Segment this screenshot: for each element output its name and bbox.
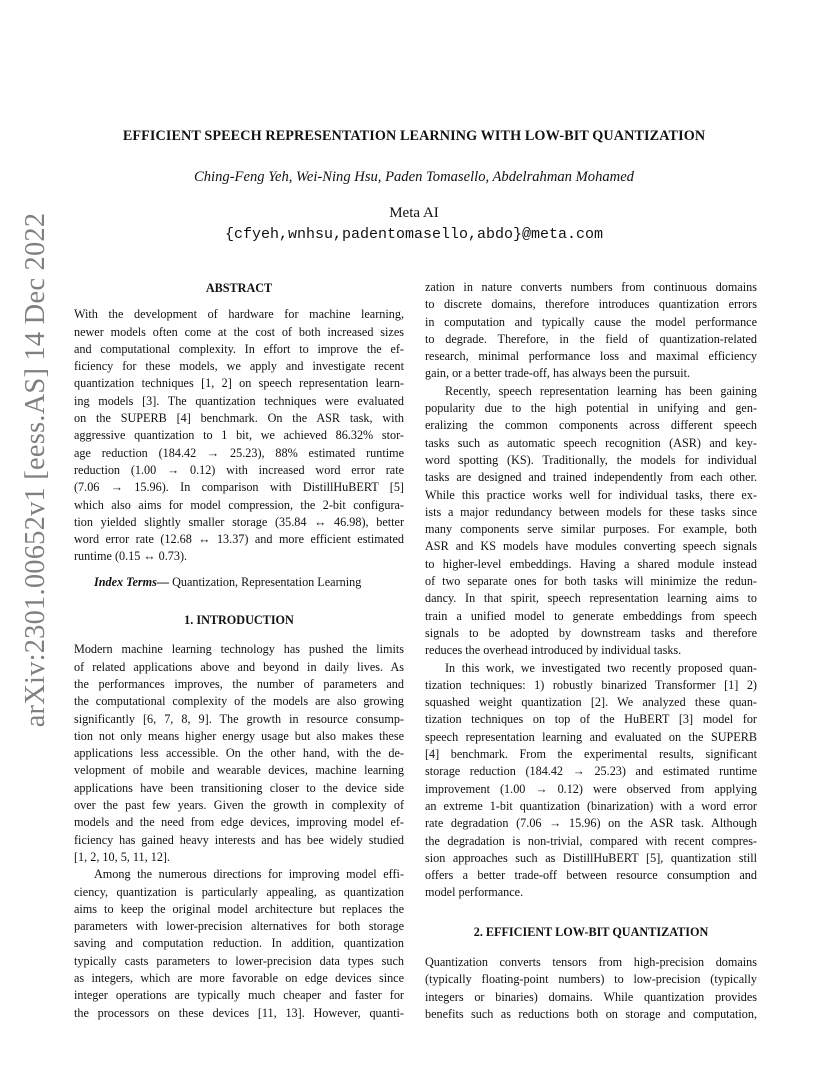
- arxiv-identifier: arXiv:2301.00652v1 [eess.AS] 14 Dec 2022: [20, 212, 51, 728]
- text-line: Recently, speech representation learning has been gaining: [445, 383, 757, 398]
- text-line: many components serve similar purposes. For example, both: [425, 522, 757, 537]
- text-line: signals to be adopted by downstream tasks and therefore: [425, 625, 757, 640]
- text-line: to degrade. Therefore, in the field of quantization-related: [425, 331, 757, 346]
- text-line: tion not only means higher energy usage but also makes these: [74, 728, 404, 743]
- text-line: improvement (1.00 → 0.12) were observed from applying: [425, 781, 757, 796]
- text-line: newer models often come at the cost of both increased sizes: [74, 324, 404, 339]
- text-line: ing models [3]. The quantization techniques were evaluated: [74, 393, 404, 408]
- text-line: integer operations are typically much cheaper and faster for: [74, 988, 404, 1003]
- text-line: quantization techniques [1, 2] on speech representation learn-: [74, 376, 404, 391]
- text-line: age reduction (184.42 → 25.23), 88% estimated runtime: [74, 445, 404, 460]
- text-line: ficiency for these models, we apply and investigate recent: [74, 359, 404, 374]
- text-line: While this practice works well for individual tasks, there ex-: [425, 487, 757, 502]
- text-line: parameters with lower-precision alternatives for both storage: [74, 919, 404, 934]
- text-line: ASR and KS models have modules converting speech signals: [425, 539, 757, 554]
- text-line: With the development of hardware for machine learning,: [74, 307, 404, 322]
- text-line: aggressive quantization to 1 bit, we achieved 86.32% stor-: [74, 428, 404, 443]
- text-line: as integers, which are more favorable on edge devices since: [74, 970, 404, 985]
- text-line: velopment of mobile and wearable devices, machine learning: [74, 763, 404, 778]
- index-terms-text: Quantization, Representation Learning: [169, 574, 362, 589]
- text-line: aims to keep the original model architecture but replaces the: [74, 901, 404, 916]
- text-line: runtime (0.15 ↔ 0.73).: [74, 549, 188, 564]
- right-column: [425, 279, 757, 1023]
- text-line: Among the numerous directions for improving model effi-: [94, 867, 404, 882]
- text-line: the performances improves, the number of parameters and: [74, 676, 404, 691]
- text-line: models and the need from edge devices, improving model ef-: [74, 815, 404, 830]
- author-emails: {cfyeh,wnhsu,padentomasello,abdo}@meta.com: [224, 226, 604, 243]
- intro-paragraph-5: [425, 660, 757, 902]
- text-line: the degradation is non-trivial, compared with recent compres-: [425, 833, 757, 848]
- text-line: [1, 2, 10, 5, 11, 12].: [74, 849, 171, 864]
- arxiv-sidebar: [14, 212, 58, 728]
- text-line: Modern machine learning technology has pushed the limits: [74, 642, 404, 657]
- text-line: rate degradation (7.06 → 15.96) on the ASR task. Although: [425, 816, 757, 831]
- text-line: over the past few years. Given the growth in complexity of: [74, 798, 404, 813]
- text-line: zation in nature converts numbers from continuous domains: [425, 280, 757, 294]
- text-line: word error rate (12.68 ↔ 13.37) and more efficient estimated: [74, 532, 404, 547]
- text-line: tization techniques on top of the HuBERT [3] model for: [425, 712, 757, 727]
- text-line: popularity due to the high potential in unifying and gen-: [425, 401, 757, 416]
- text-line: gain, or a better trade-off, has always been the pursuit.: [425, 366, 691, 381]
- text-line: train a unified model to generate embeddings from speech: [425, 608, 757, 623]
- text-line: an extreme 1-bit quantization (binarization) with a word error: [425, 798, 757, 813]
- text-line: (7.06 → 15.96). In comparison with DistillHuBERT [5]: [74, 480, 404, 495]
- abstract-heading: ABSTRACT: [205, 281, 273, 295]
- text-line: saving and computation reduction. In addition, quantization: [74, 936, 404, 951]
- text-line: the computational complexity of the models are also growing: [74, 694, 404, 709]
- left-column: [74, 280, 404, 1022]
- section-2-paragraph-1: [425, 954, 757, 1023]
- text-line: dancy. In that spirit, speech representation learning aims to: [425, 591, 757, 606]
- text-line: Quantization converts tensors from high-precision domains: [425, 954, 757, 969]
- text-line: tion yielded slightly smaller storage (35.84 ↔ 46.98), better: [74, 514, 404, 529]
- intro-paragraph-4: [425, 383, 757, 660]
- text-line: to higher-level embeddings. Having a shared module instead: [425, 556, 757, 571]
- text-line: tasks are designed and trained independently from each other.: [425, 470, 757, 485]
- affiliation: Meta AI: [389, 205, 439, 221]
- index-terms: [74, 574, 404, 591]
- text-line: reduces the overhead introduced by individual tasks.: [425, 643, 682, 658]
- section-2-heading: 2. EFFICIENT LOW-BIT QUANTIZATION: [473, 924, 709, 939]
- text-line: tasks such as automatic speech recognition (ASR) and key-: [425, 435, 757, 450]
- text-line: applications have been transitioning closer to the device side: [74, 780, 404, 795]
- text-line: typically casts parameters to lower-precision data types such: [74, 953, 404, 968]
- text-line: in computation and typically cause the model performance: [425, 314, 757, 329]
- text-line: significantly [6, 7, 8, 9]. The growth in resource consump-: [74, 711, 404, 726]
- intro-paragraph-1: [74, 641, 404, 866]
- text-line: In this work, we investigated two recently proposed quan-: [445, 660, 757, 675]
- text-line: [4] benchmark. From the experimental results, significant: [425, 747, 757, 762]
- text-line: applications less accessible. On the other hand, with the de-: [74, 746, 404, 761]
- text-line: benefits such as reductions both on storage and computation,: [425, 1006, 757, 1021]
- text-line: to discrete domains, therefore introduces quantization errors: [425, 297, 757, 312]
- paper-title: EFFICIENT SPEECH REPRESENTATION LEARNING WITH LOW-BIT QUANTIZATION: [122, 128, 706, 144]
- text-line: ists a major redundancy between models for these tasks since: [425, 504, 757, 519]
- intro-paragraph-3: [425, 279, 757, 383]
- text-line: speech representation learning and evaluated on the SUPERB: [425, 729, 757, 744]
- text-line: squashed weight quantization [2]. We analyzed these quan-: [425, 695, 757, 710]
- text-line: (typically floating-point numbers) to low-precision (typically: [425, 972, 757, 987]
- text-line: storage reduction (184.42 → 25.23) and estimated runtime: [425, 764, 757, 779]
- text-line: ciency, quantization is particularly appealing, as quantization: [74, 884, 404, 899]
- text-line: model performance.: [425, 885, 524, 900]
- text-line: of related applications above and beyond in daily lives. As: [74, 659, 404, 674]
- text-line: of two separate ones for both tasks will minimize the redun-: [425, 574, 757, 589]
- text-line: eralizing the common components across different speech: [425, 418, 757, 433]
- text-line: which also aims for model compression, the 2-bit configura-: [74, 497, 404, 512]
- text-line: tization techniques: 1) robustly binarized Transformer [1] 2): [425, 677, 757, 692]
- text-line: on the SUPERB [4] benchmark. On the ASR task, with: [74, 411, 404, 426]
- text-line: and computational complexity. In effort to improve the ef-: [74, 341, 404, 356]
- text-line: research, minimal performance loss and maximal efficiency: [425, 349, 757, 364]
- abstract-body: [74, 306, 404, 565]
- text-line: reduction (1.00 → 0.12) with increased word error rate: [74, 462, 404, 477]
- introduction-heading: 1. INTRODUCTION: [184, 613, 294, 628]
- text-line: the processors on these devices [11, 13]. However, quanti-: [74, 1005, 404, 1020]
- author-list: Ching-Feng Yeh, Wei-Ning Hsu, Paden Tomasello, Abdelrahman Mohamed: [194, 169, 634, 185]
- intro-paragraph-2: [74, 866, 404, 1022]
- text-line: sion approaches such as DistillHuBERT [5], quantization still: [425, 850, 757, 865]
- index-terms-label: Index Terms—: [94, 574, 170, 589]
- text-line: integers or binaries) domains. While quantization provides: [425, 989, 757, 1004]
- text-line: ficiency has gained heavy interests and has bee widely studied: [74, 832, 404, 847]
- text-line: offers a better trade-off between resource consumption and: [425, 868, 757, 883]
- text-line: word spotting (KS). Traditionally, the models for individual: [425, 452, 757, 467]
